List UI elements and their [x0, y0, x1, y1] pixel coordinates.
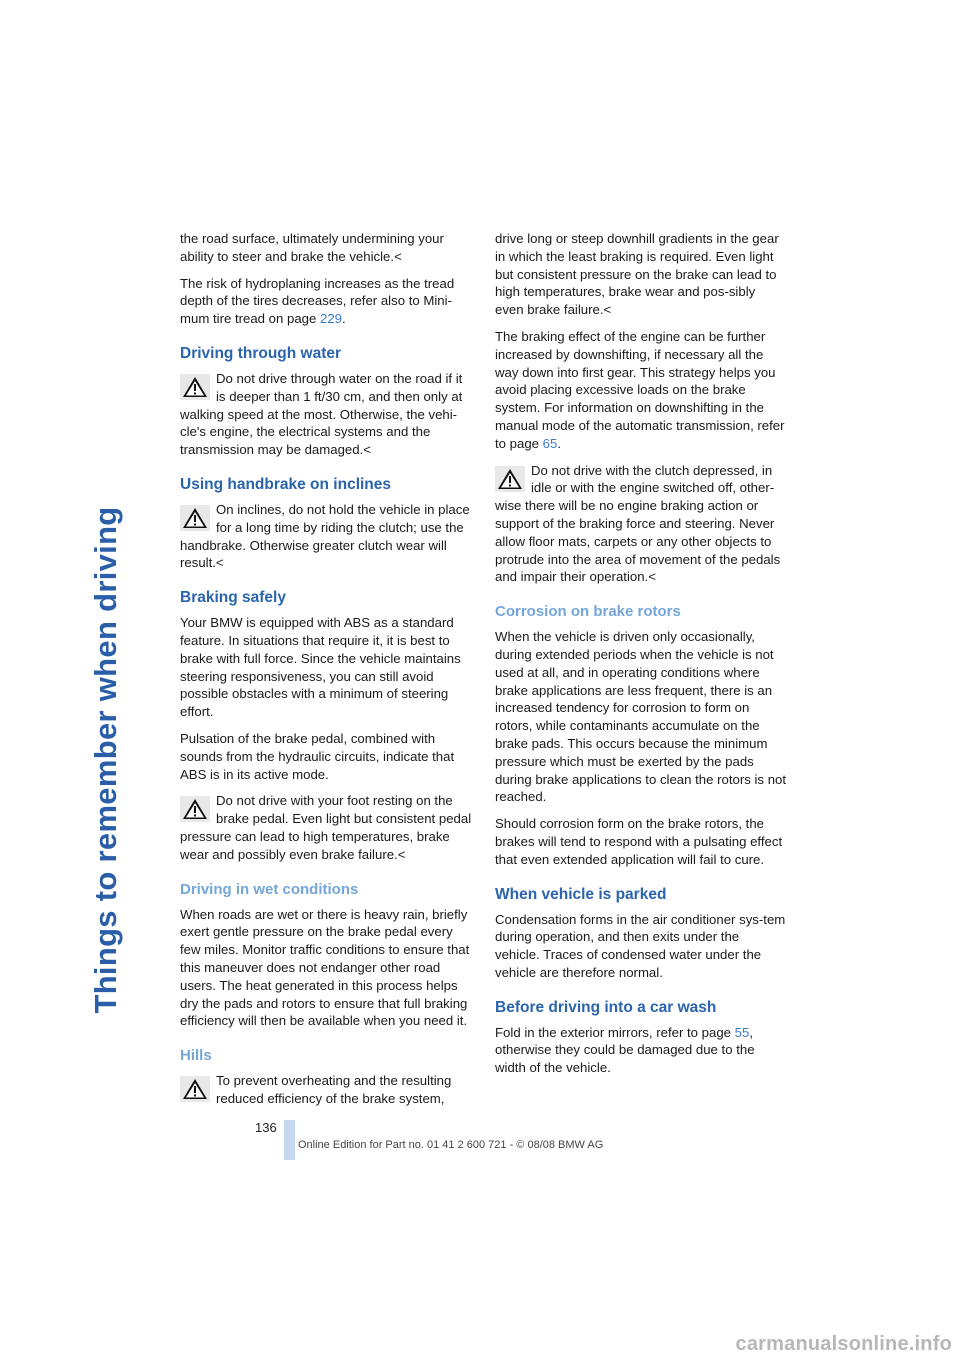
- right-column: [495, 230, 787, 1086]
- paragraph: When roads are wet or there is heavy rain, briefly exert gentle pressure on the brake pedal every few miles. Monitor traffic conditions to ensure that this maneuver does not endanger other road users. The heat generated in this process helps dry the pads and rotors to ensure that full braking efficiency will then be available when you need it.: [180, 906, 470, 1029]
- heading-driving-in-wet-conditions: Driving in wet conditions: [180, 880, 359, 898]
- paragraph: the road surface, ultimately undermining your ability to steer and brake the vehicle.<: [180, 231, 444, 264]
- heading-driving-through-water: Driving through water: [180, 344, 342, 362]
- heading-before-car-wash: Before driving into a car wash: [495, 998, 717, 1016]
- paragraph: Condensation forms in the air conditioner sys-tem during operation, and then exits under the vehicle. Traces of condensed water under the vehicle are therefore normal.: [495, 911, 786, 980]
- paragraph: Should corrosion form on the brake rotors, the brakes will tend to respond with a pulsating effect that even extended application will fail to cure.: [495, 816, 783, 867]
- heading-using-handbrake: Using handbrake on inclines: [180, 475, 392, 493]
- warning-triangle-icon: [180, 374, 210, 400]
- watermark: carmanualsonline.info: [735, 1333, 952, 1355]
- paragraph: Your BMW is equipped with ABS as a standard feature. In situations that require it, it is best to brake with full force. Since the vehicle maintains steering responsiveness, you can still avoid possible obstacles with a minimum of steering effort.: [180, 615, 461, 720]
- paragraph: Pulsation of the brake pedal, combined with sounds from the hydraulic circuits, indicate that ABS is in its active mode.: [180, 730, 455, 782]
- left-column: [180, 230, 472, 1117]
- warning-triangle-icon: [180, 1076, 210, 1102]
- page-link-55[interactable]: 55: [734, 1024, 750, 1040]
- warning-block: Do not drive through water on the road if it is deeper than 1 ft/30 cm, and then only at walking speed at the most. Otherwise, the vehi-cle's engine, the electrical systems and the transmission may be damaged.<: [180, 370, 463, 458]
- warning-block: Do not drive with the clutch depressed, in idle or with the engine switched off, other-wise there will be no engine braking action or support of the braking force and steering. Never allow floor mats, carpets or any other objects to protrude into the area of movement of the pedals and impair their operation.<: [495, 462, 781, 585]
- footer-accent-bar: [284, 1120, 295, 1160]
- paragraph: drive long or steep downhill gradients in the gear in which the least braking is required. Even light but consistent pressure on the brake can lead to high temperatures, brake wear and pos-sibly even brake failure.<: [495, 231, 779, 318]
- side-chapter-title: Things to remember when driving: [88, 506, 123, 1014]
- paragraph: The risk of hydroplaning increases as the tread depth of the tires decreases, refer also to Mini-mum tire tread on page 229.: [180, 275, 455, 327]
- paragraph: The braking effect of the engine can be further increased by downshifting, if necessary all the way down into first gear. This strategy helps you avoid placing excessive loads on the brake system. For information on downshifting in the manual mode of the automatic transmission, refer to page 65.: [495, 328, 785, 451]
- warning-triangle-icon: [180, 796, 210, 822]
- paragraph: When the vehicle is driven only occasionally, during extended periods when the vehicle is not used at all, and in operating conditions where brake applications are less frequent, there is an increased tendency for corrosion to form on rotors, while contaminants accumulate on the brake pads. This occurs because the minimum pressure which must be exerted by the pads during brake applications to clean the rotors is not reached.: [495, 629, 787, 805]
- page-link-229[interactable]: 229: [320, 311, 343, 327]
- heading-hills: Hills: [180, 1047, 212, 1065]
- heading-corrosion-on-brake-rotors: Corrosion on brake rotors: [495, 603, 681, 621]
- warning-triangle-icon: [180, 505, 210, 531]
- warning-block: To prevent overheating and the resulting reduced efficiency of the brake system,: [180, 1072, 472, 1108]
- warning-block: Do not drive with your foot resting on the brake pedal. Even light but consistent pedal pressure can lead to high temperatures, brake wear and possibly even brake failure.<: [180, 793, 472, 862]
- warning-triangle-icon: [495, 466, 525, 492]
- page-number: 136: [255, 1120, 277, 1135]
- heading-when-vehicle-is-parked: When vehicle is parked: [495, 885, 667, 903]
- footer-edition-text: Online Edition for Part no. 01 41 2 600 721 - © 08/08 BMW AG: [298, 1139, 604, 1151]
- warning-block: On inclines, do not hold the vehicle in place for a long time by riding the clutch; use the handbrake. Otherwise greater clutch wear will result.<: [180, 501, 470, 571]
- paragraph: Fold in the exterior mirrors, refer to page 55, otherwise they could be damaged due to the width of the vehicle.: [495, 1024, 755, 1076]
- page-link-65[interactable]: 65: [542, 435, 558, 451]
- heading-braking-safely: Braking safely: [180, 589, 286, 607]
